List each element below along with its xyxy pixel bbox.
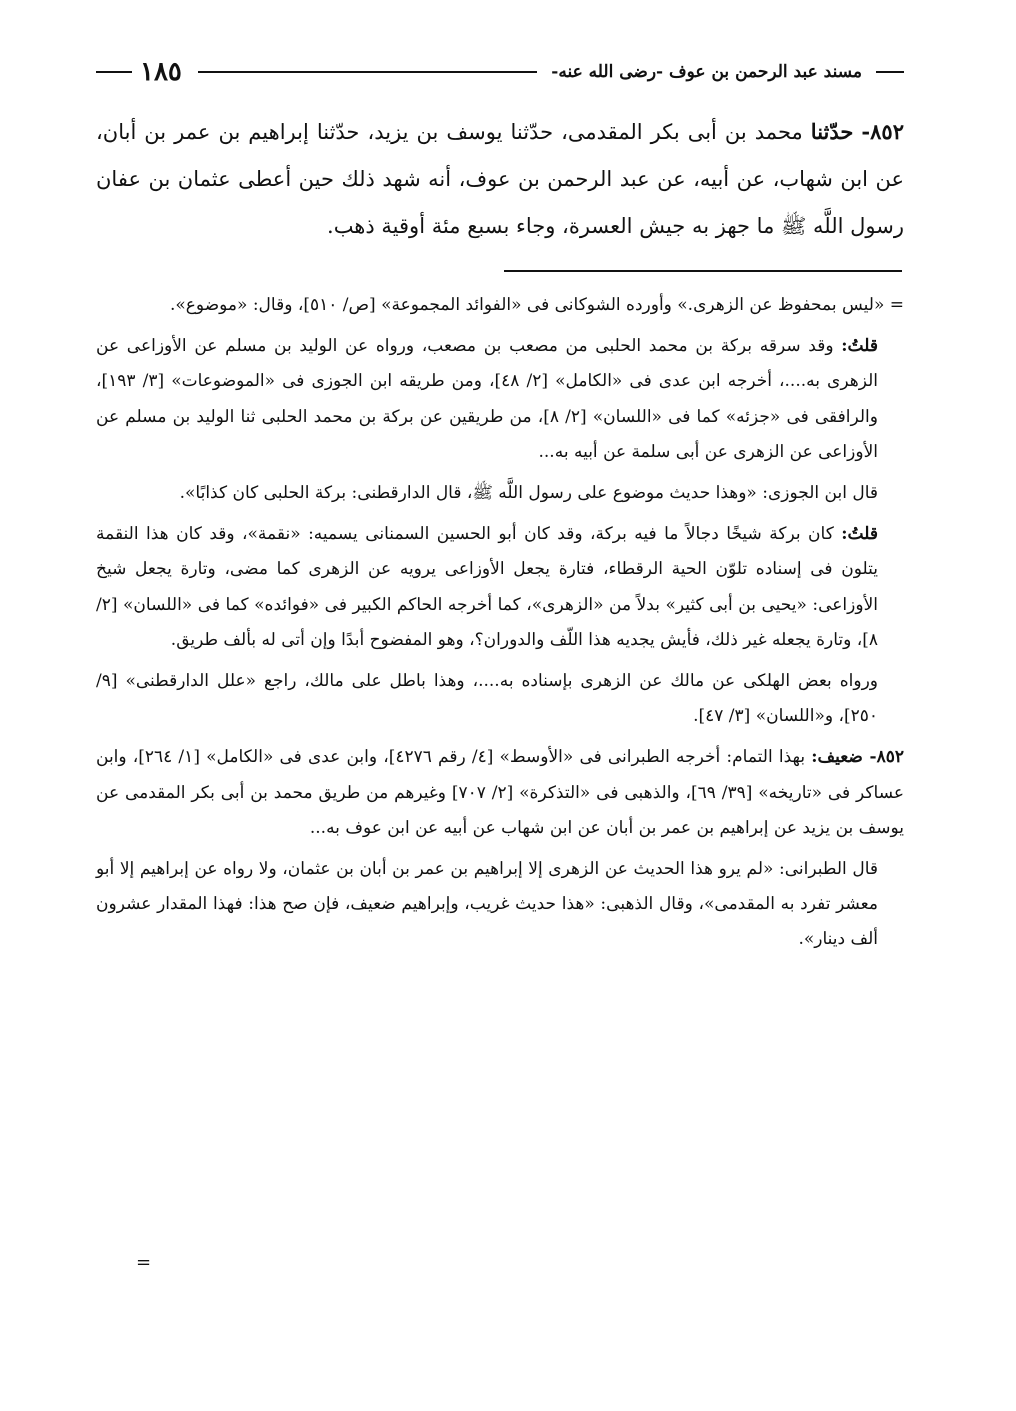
footnote-para <box>96 740 904 846</box>
header-dash-right <box>876 71 904 73</box>
footnote-text: بهذا التمام: أخرجه الطبرانى فى «الأوسط» [٤/ رقم ٤٢٧٦]، وابن عدى فى «الكامل» [١/ ٢٦٤]، وابن عساكر فى «تاريخه» [٣٩/ ٦٩]، والذهبى فى «التذكرة» [٢/ ٧٠٧] وغيرهم من طريق محمد بن أبى بكر المقدمى عن يوسف بن يزيد عن إبراهيم بن عمر بن أبان عن ابن شهاب عن أبيه عن ابن عوف به... <box>96 747 905 838</box>
footnote-para <box>96 329 904 470</box>
footnote-label: قلتُ: <box>841 336 878 357</box>
footnote-text: كان بركة شيخًا دجالاً ما فيه بركة، وقد كان أبو الحسين السمنانى يسميه: «نقمة»، وقد كان هذا النقمة يتلون فى إسناده تلوّن الحية الرقطاء، فتارة يجعل الأوزاعى يرويه عن الزهرى كما مضى، وتارة يجعل شيخ الأوزاعى: «يحيى بن أبى كثير» بدلاً من «الزهرى»، كما أخرجه الحاكم الكبير فى «فوائده» كما فى «اللسان» [٢/ ٨]، وتارة يجعله غير ذلك، فأيش يجديه هذا اللّف والدوران؟، وهو المفضوح أبدًا وإن أتى له بألف طريق. <box>96 524 878 650</box>
hadith-lead: حدّثنا <box>810 119 854 144</box>
footnote-para <box>96 288 904 323</box>
page-header <box>96 52 904 92</box>
hadith-body: محمد بن أبى بكر المقدمى، حدّثنا يوسف بن يزيد، حدّثنا إبراهيم بن عمر بن أبان، عن ابن شهاب، عن أبيه، عن عبد الرحمن بن عوف، أنه شهد ذلك حين أعطى عثمان بن عفان رسول اللَّه ﷺ ما جهز به جيش العسرة، وجاء بسبع مئة أوقية ذهب. <box>96 120 904 238</box>
footnote-label: قلتُ: <box>841 524 878 545</box>
end-continuation-mark: = <box>136 1252 152 1273</box>
header-rule <box>198 71 537 73</box>
footnote-para <box>96 476 904 511</box>
footnote-para <box>96 664 904 734</box>
footnote-text: ورواه بعض الهلكى عن مالك عن الزهرى بإسناده به....، وهذا باطل على مالك، راجع «علل الدارقطنى» [٩/ ٢٥٠]، و«اللسان» [٣/ ٤٧]. <box>96 671 878 727</box>
header-dash-left <box>96 71 132 73</box>
footnotes <box>96 288 904 964</box>
hadith-number: ٨٥٢- <box>861 119 904 144</box>
page-number: ١٨٥ <box>140 57 182 87</box>
running-title: مسند عبد الرحمن بن عوف -رضى الله عنه- <box>551 62 862 82</box>
footnote-text: «ليس بمحفوظ عن الزهرى.» وأورده الشوكانى فى «الفوائد المجموعة» [ص/ ٥١٠]، وقال: «موضوع». <box>169 295 885 315</box>
footnote-para <box>96 852 904 958</box>
footnote-separator <box>504 270 902 272</box>
footnote-text: قال الطبرانى: «لم يرو هذا الحديث عن الزهرى إلا إبراهيم بن عمر بن أبان بن عثمان، ولا رواه عن إبراهيم إلا أبو معشر تفرد به المقدمى»، وقال الذهبى: «هذا حديث غريب، وإبراهيم ضعيف، فإن صح هذا: فهذا المقدار عشرون ألف دينار». <box>96 859 878 950</box>
footnote-text: قال ابن الجوزى: «وهذا حديث موضوع على رسول اللَّه ﷺ، قال الدارقطنى: بركة الحلبى كان كذابًا». <box>179 483 878 504</box>
continuation-mark: = <box>889 295 904 315</box>
footnote-text: وقد سرقه بركة بن محمد الحلبى من مصعب بن مصعب، ورواه عن الوليد بن مسلم عن الأوزاعى عن الزهرى به....، أخرجه ابن عدى فى «الكامل» [٢/ ٤٨]، ومن طريقه ابن الجوزى فى «الموضوعات» [٣/ ١٩٣]، والرافقى فى «جزئه» كما فى «اللسان» [٢/ ٨]، من طريقين عن بركة بن محمد الحلبى ثنا الوليد بن مسلم عن الأوزاعى عن الزهرى عن أبى سلمة عن أبيه به... <box>96 336 878 462</box>
footnote-para <box>96 517 904 658</box>
hadith-text <box>96 108 904 250</box>
footnote-label: ٨٥٢- ضعيف: <box>811 747 904 768</box>
